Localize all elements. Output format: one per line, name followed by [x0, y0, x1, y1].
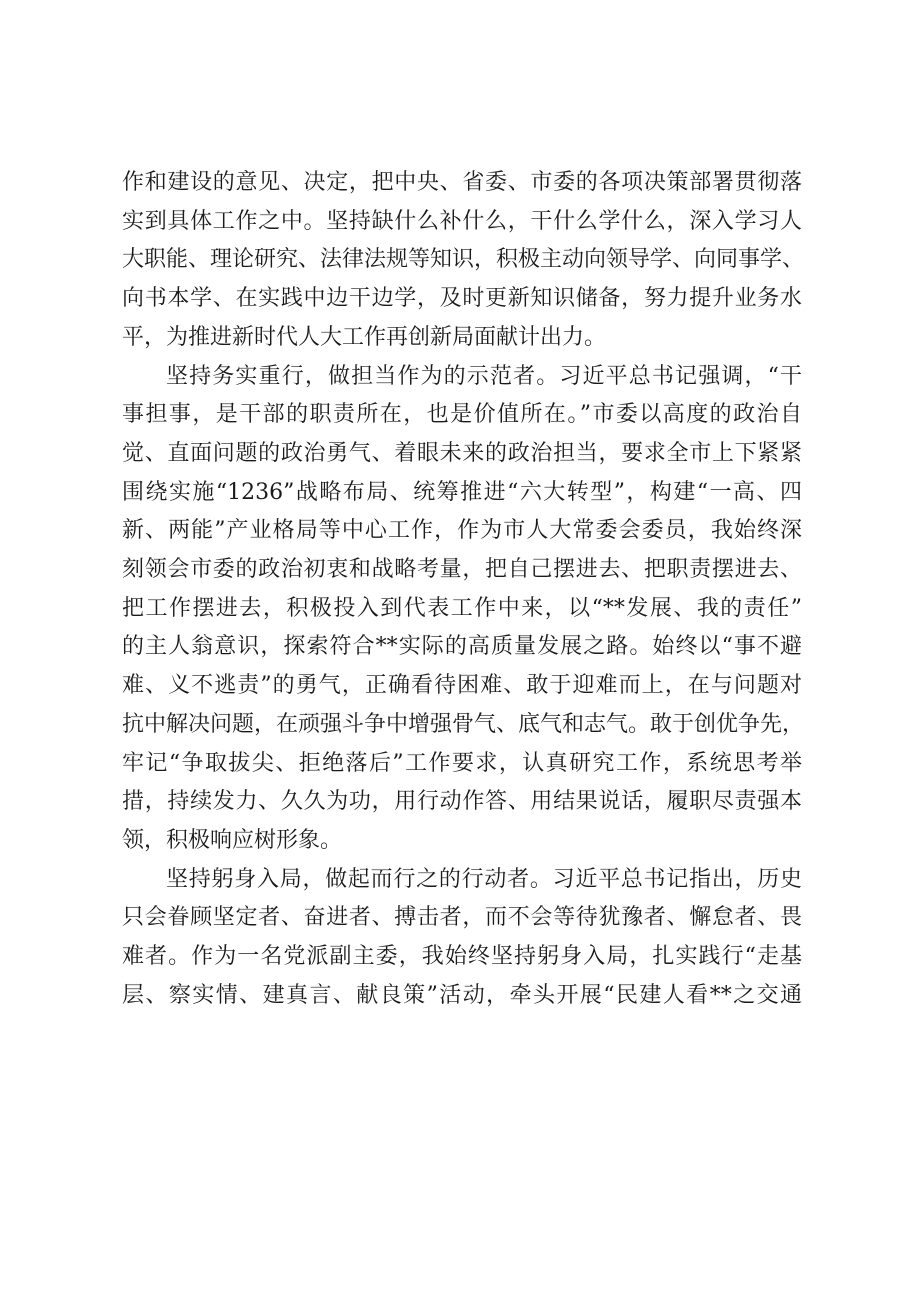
text-line: 领，积极响应树形象。 — [122, 827, 343, 853]
text-line: 措，持续发力、久久为功，用行动作答、用结果说话，履职尽责强本 — [122, 789, 802, 815]
text-line: 难、义不逃责”的勇气，正确看待困难、敢于迎难而上，在与问题对 — [122, 673, 802, 699]
paragraph-1 — [122, 164, 805, 358]
text-line: 实到具体工作之中。坚持缺什么补什么，干什么学什么，深入学习人 — [122, 208, 802, 234]
text-line: 难者。作为一名党派副主委，我始终坚持躬身入局，扎实践行“走基 — [122, 944, 802, 970]
text-line: 觉、直面问题的政治勇气、着眼未来的政治担当，要求全市上下紧紧 — [122, 440, 802, 466]
text-line: 坚持务实重行，做担当作为的示范者。习近平总书记强调，“干 — [166, 363, 802, 389]
text-line: 牢记“争取拔尖、拒绝落后”工作要求，认真研究工作，系统思考举 — [122, 750, 802, 776]
document-body — [122, 164, 805, 1015]
text-line: 平，为推进新时代人大工作再创新局面献计出力。 — [122, 324, 607, 350]
paragraph-2 — [122, 358, 805, 861]
text-line: 新、两能”产业格局等中心工作，作为市人大常委会委员，我始终深 — [122, 518, 802, 544]
text-line: 围绕实施“1236”战略布局、统筹推进“六大转型”，构建“一高、四 — [122, 479, 802, 505]
paragraph-3 — [122, 861, 802, 1016]
text-line: 作和建设的意见、决定，把中央、省委、市委的各项决策部署贯彻落 — [122, 170, 802, 195]
text-line: 的主人翁意识，探索符合**实际的高质量发展之路。始终以“事不避 — [122, 634, 802, 660]
text-line: 抗中解决问题，在顽强斗争中增强骨气、底气和志气。敢于创优争先， — [122, 711, 805, 737]
text-line: 把工作摆进去，积极投入到代表工作中来，以“**发展、我的责任” — [122, 595, 802, 621]
text-line: 向书本学、在实践中边干边学，及时更新知识储备，努力提升业务水 — [122, 286, 802, 312]
text-line: 层、察实情、建真言、献良策”活动，牵头开展“民建人看**之交通 — [122, 982, 802, 1008]
text-line: 坚持躬身入局，做起而行之的行动者。习近平总书记指出，历史 — [166, 866, 802, 892]
text-line: 大职能、理论研究、法律法规等知识，积极主动向领导学、向同事学、 — [122, 247, 805, 273]
text-line: 只会眷顾坚定者、奋进者、搏击者，而不会等待犹豫者、懈怠者、畏 — [122, 905, 802, 931]
text-line: 事担事，是干部的职责所在，也是价值所在。”市委以高度的政治自 — [122, 402, 802, 428]
text-line: 刻领会市委的政治初衷和战略考量，把自己摆进去、把职责摆进去、 — [122, 557, 802, 583]
